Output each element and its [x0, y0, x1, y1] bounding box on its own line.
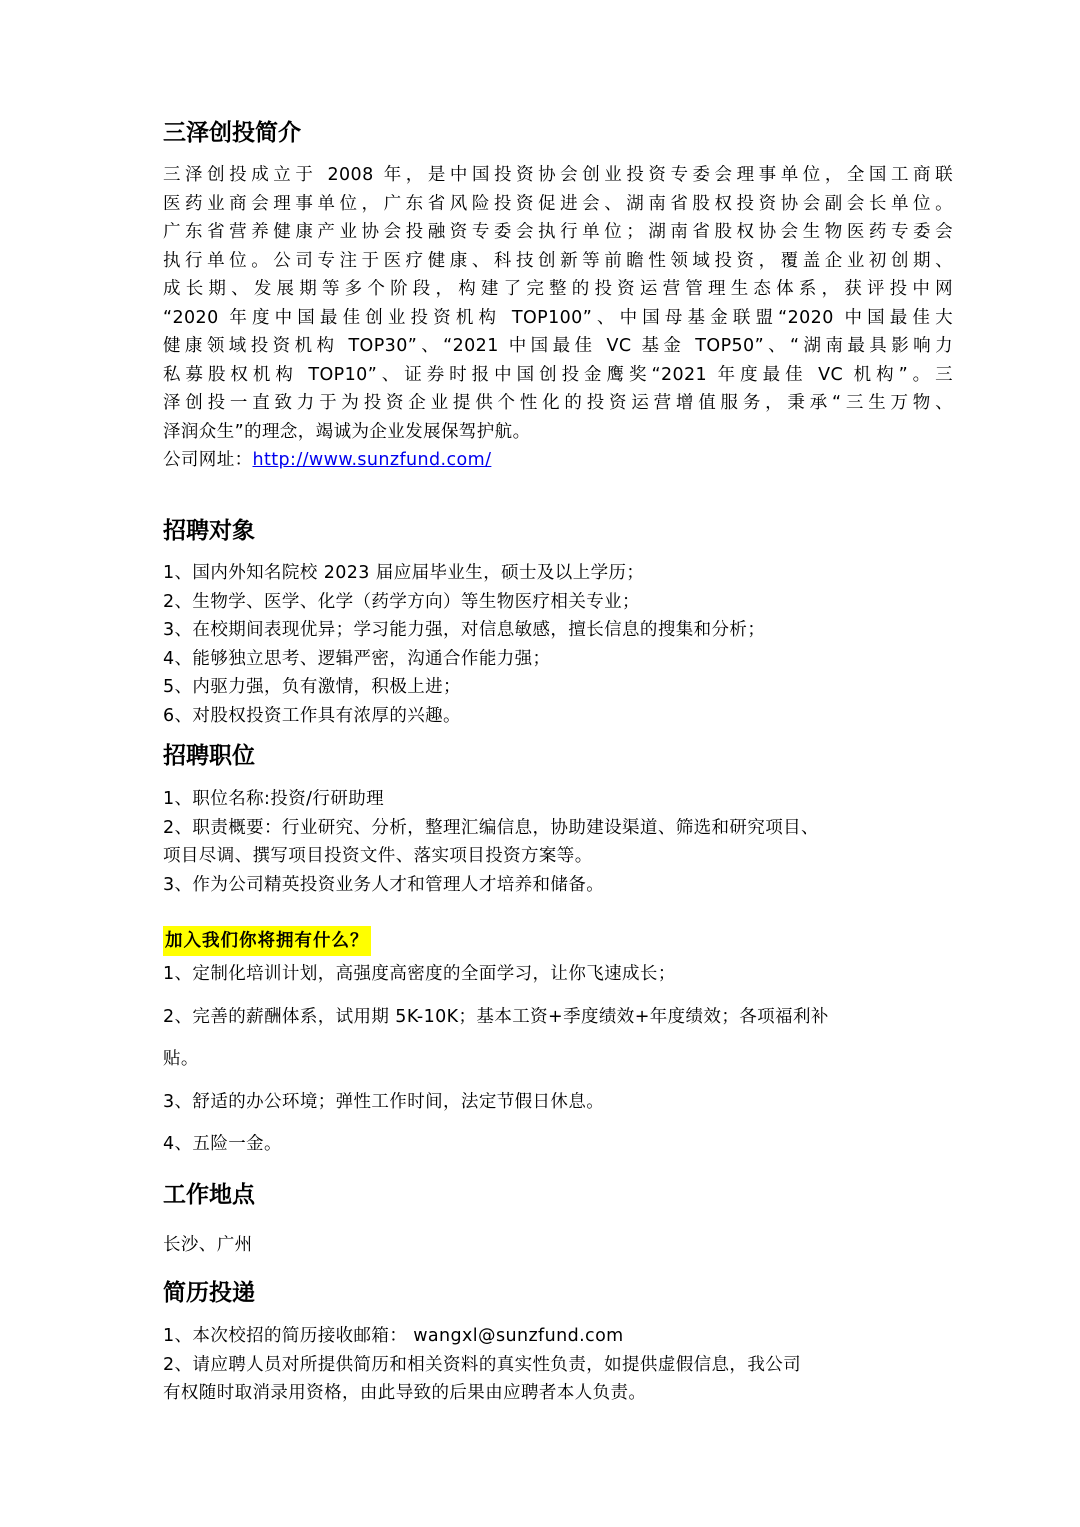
location-heading: 工作地点	[163, 1182, 255, 1208]
intro-line: 泽创投一直致力于为投资企业提供个性化的投资运营增值服务，秉承“三生万物、	[163, 393, 953, 413]
list-item: 5、内驱力强，负有激情，积极上进；	[163, 677, 461, 697]
list-item: 3、舒适的办公环境；弹性工作时间，法定节假日休息。	[163, 1092, 605, 1112]
list-item: 1、职位名称:投资/行研助理	[163, 789, 385, 809]
list-item: 1、国内外知名院校 2023 届应届毕业生，硕士及以上学历；	[163, 563, 645, 583]
list-item: 1、定制化培训计划，高强度高密度的全面学习，让你飞速成长；	[163, 964, 676, 984]
list-item: 贴。	[163, 1049, 199, 1069]
list-item: 2、生物学、医学、化学（药学方向）等生物医疗相关专业；	[163, 591, 640, 612]
intro-line: 三泽创投成立于 2008 年，是中国投资协会创业投资专委会理事单位，全国工商联	[163, 165, 953, 185]
list-item: 2、完善的薪酬体系，试用期 5K-10K；基本工资+季度绩效+年度绩效；各项福利补	[163, 1007, 829, 1027]
resume-list	[163, 1322, 953, 1408]
intro-line: 广东省营养健康产业协会投融资专委会执行单位；湖南省股权协会生物医药专委会	[163, 222, 953, 242]
list-item: 2、请应聘人员对所提供简历和相关资料的真实性负责，如提供虚假信息，我公司	[163, 1354, 802, 1375]
targets-heading: 招聘对象	[163, 518, 255, 544]
intro-line: 健康领域投资机构 TOP30”、“2021 中国最佳 VC 基金 TOP50”、“湖南最具影响力	[163, 336, 953, 356]
list-item: 有权随时取消录用资格，由此导致的后果由应聘者本人负责。	[163, 1383, 647, 1403]
website-link[interactable]: http://www.sunzfund.com/	[252, 450, 492, 470]
list-item: 1、本次校招的简历接收邮箱： wangxl@sunzfund.com	[163, 1326, 624, 1346]
intro-line: 执行单位。公司专注于医疗健康、科技创新等前瞻性领域投资，覆盖企业初创期、	[163, 250, 953, 271]
location-text-block	[163, 1231, 953, 1260]
intro-heading: 三泽创投简介	[163, 120, 301, 146]
list-item: 4、能够独立思考、逻辑严密，沟通合作能力强；	[163, 648, 551, 669]
list-item: 项目尽调、撰写项目投资文件、落实项目投资方案等。	[163, 846, 593, 866]
list-item: 4、五险一金。	[163, 1134, 282, 1154]
list-item: 2、职责概要：行业研究、分析，整理汇编信息，协助建设渠道、筛选和研究项目、	[163, 817, 819, 838]
intro-paragraph	[163, 161, 953, 446]
intro-line: “2020 年度中国最佳创业投资机构 TOP100”、中国母基金联盟“2020 中国最佳大	[163, 307, 953, 328]
position-list	[163, 785, 953, 899]
location-text: 长沙、广州	[163, 1235, 253, 1255]
intro-line: 泽润众生”的理念，竭诚为企业发展保驾护航。	[163, 421, 531, 442]
website-label: 公司网址：	[163, 450, 253, 470]
intro-line: 成长期、发展期等多个阶段，构建了完整的投资运营管理生态体系，获评投中网	[163, 279, 953, 299]
intro-line: 医药业商会理事单位，广东省风险投资促进会、湖南省股权投资协会副会长单位。	[163, 193, 953, 214]
list-item: 3、在校期间表现优异；学习能力强，对信息敏感，擅长信息的搜集和分析；	[163, 620, 766, 640]
benefits-heading: 加入我们你将拥有什么？	[163, 926, 371, 956]
website-row	[163, 446, 953, 475]
intro-line: 私募股权机构 TOP10”、证券时报中国创投金鹰奖“2021 年度最佳 VC 机构”。三	[163, 364, 953, 385]
resume-heading: 简历投递	[163, 1280, 255, 1306]
position-heading: 招聘职位	[163, 743, 255, 769]
list-item: 6、对股权投资工作具有浓厚的兴趣。	[163, 705, 461, 726]
list-item: 3、作为公司精英投资业务人才和管理人才培养和储备。	[163, 874, 605, 895]
targets-list	[163, 559, 953, 730]
